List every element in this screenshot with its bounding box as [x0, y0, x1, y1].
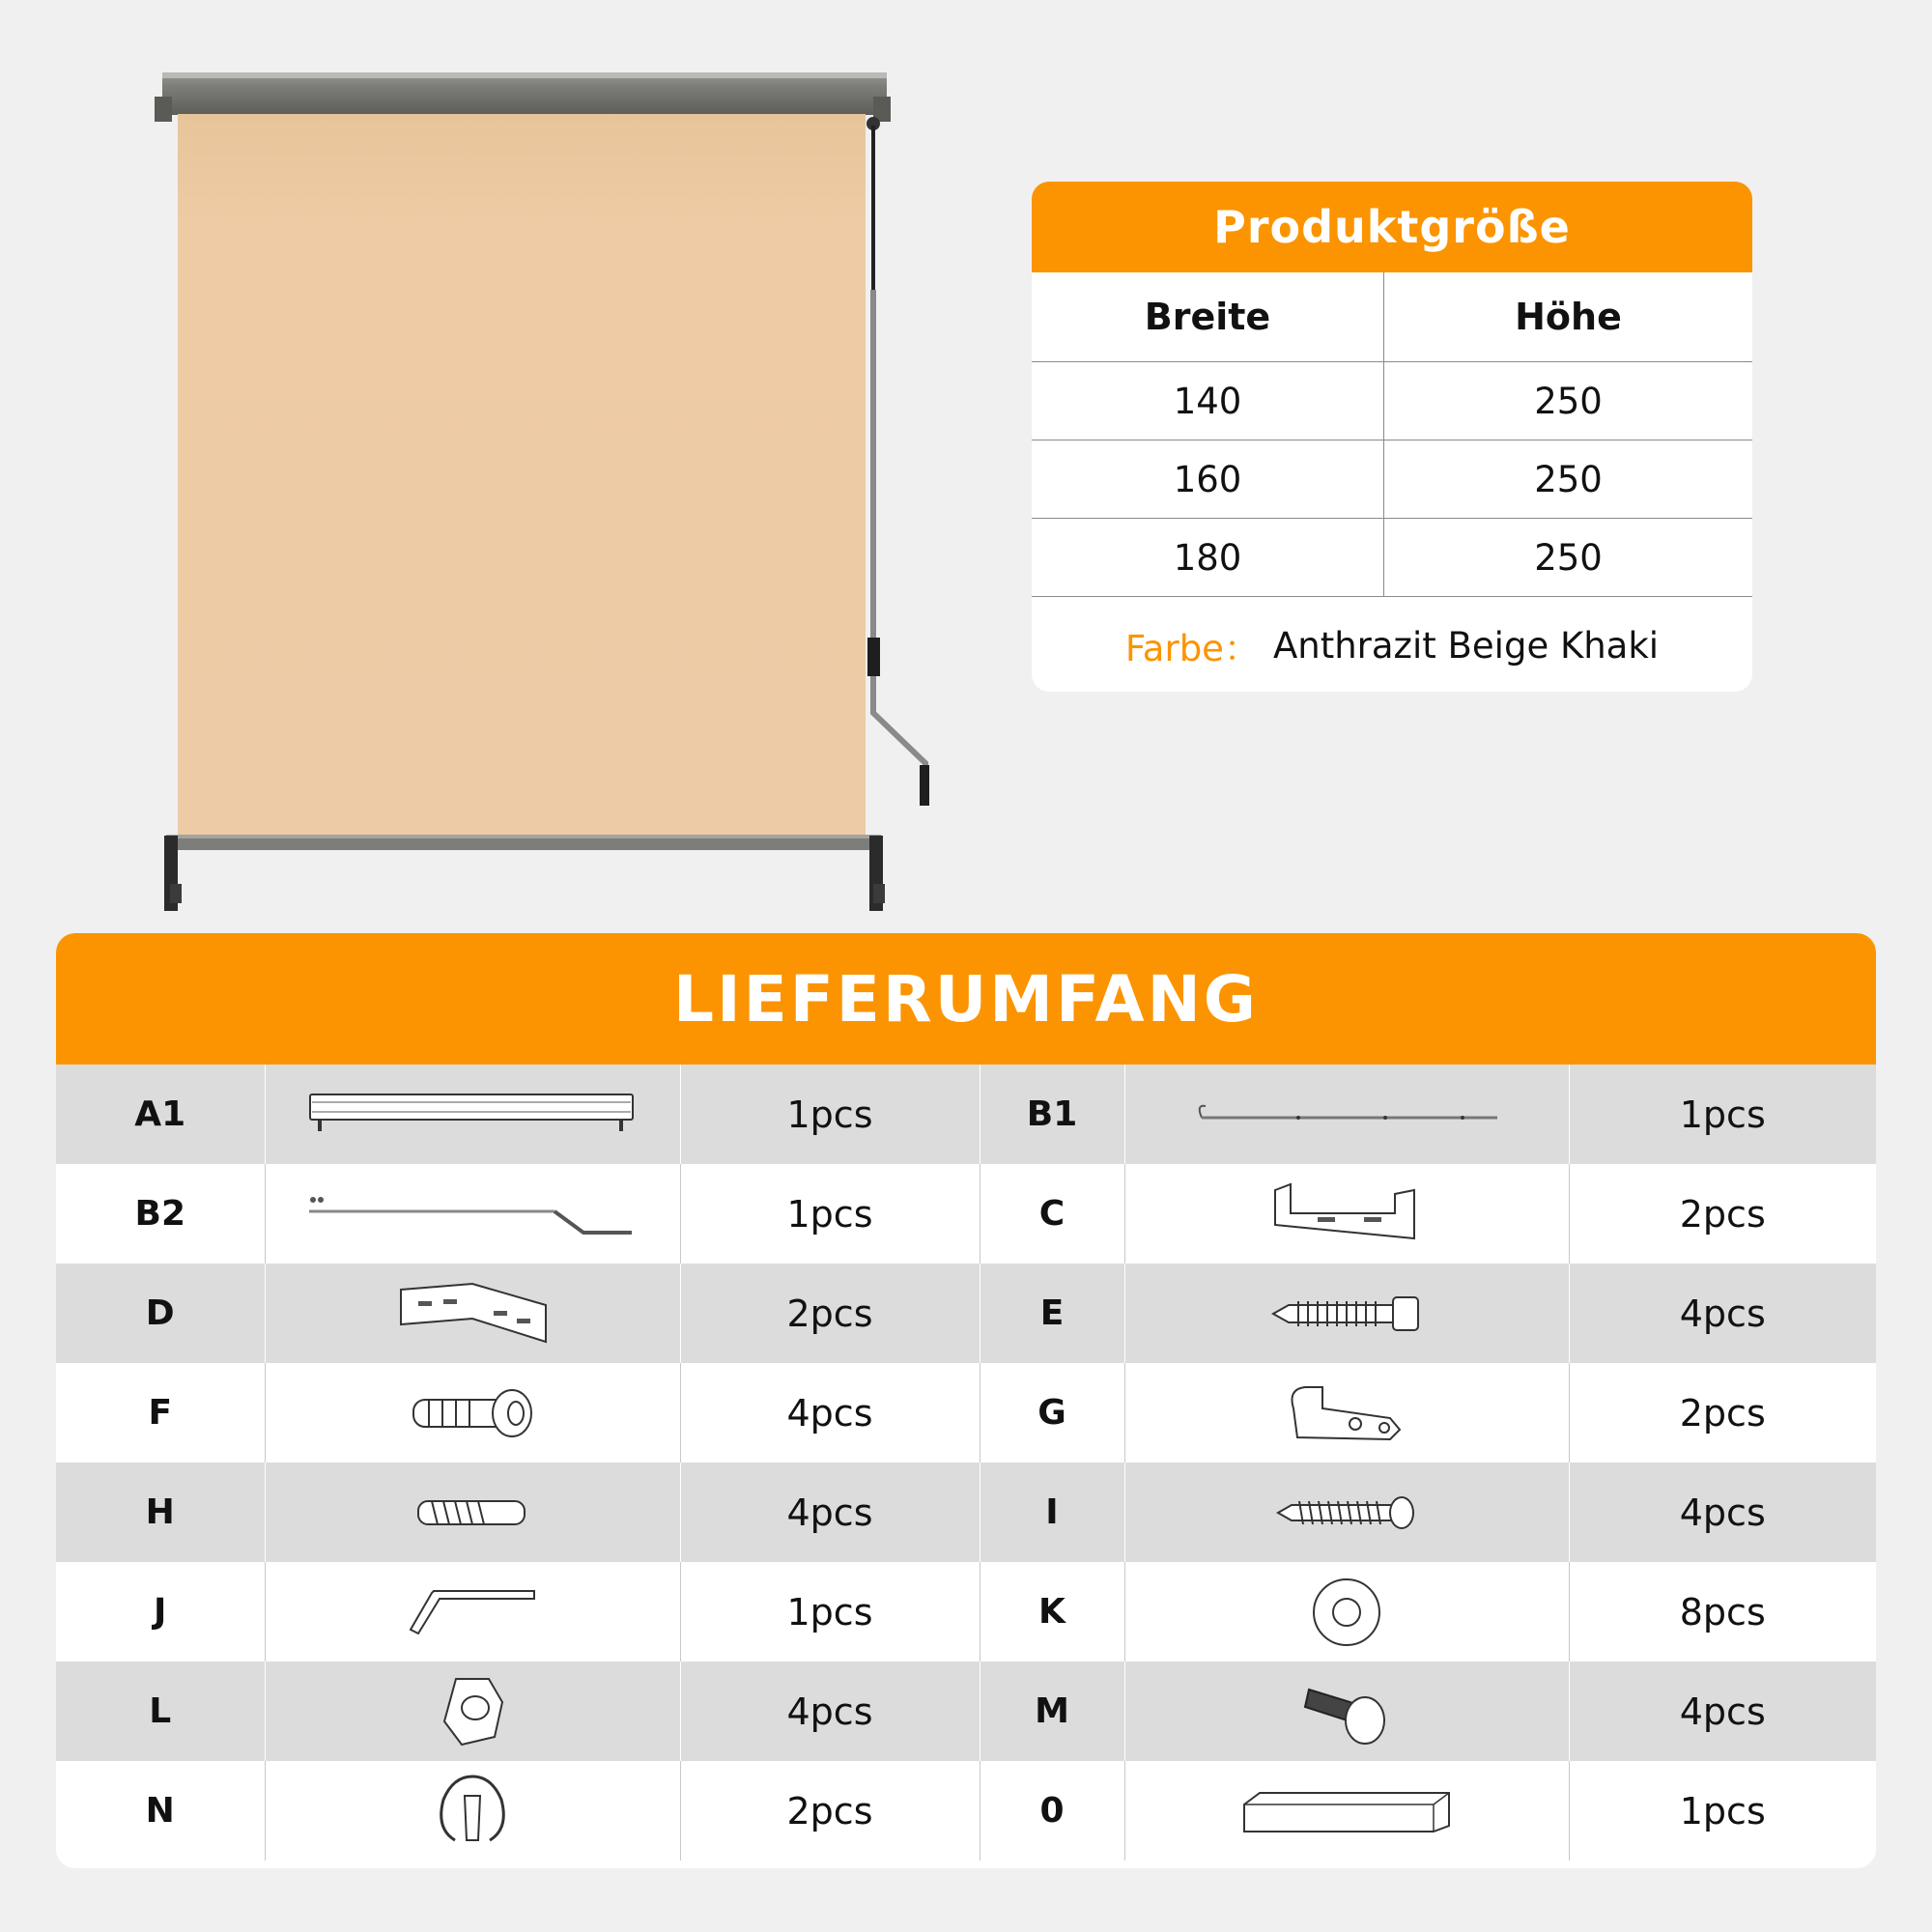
- part-letter: C: [980, 1164, 1124, 1264]
- part-letter: G: [980, 1363, 1124, 1463]
- size-table-header: [1032, 272, 1752, 362]
- wood-screw-icon: [1124, 1463, 1569, 1562]
- part-letter: N: [56, 1761, 265, 1861]
- product-size-card: [1032, 182, 1752, 692]
- part-quantity: 1pcs: [680, 1562, 980, 1662]
- height-column-header: Höhe: [1384, 272, 1753, 362]
- width-value: 140: [1032, 362, 1384, 440]
- color-values: Anthrazit Beige Khaki: [1272, 624, 1660, 667]
- height-value: 250: [1384, 440, 1753, 519]
- size-table: [1032, 272, 1752, 597]
- part-letter: J: [56, 1562, 265, 1662]
- part-quantity: 2pcs: [680, 1761, 980, 1861]
- part-letter: F: [56, 1363, 265, 1463]
- height-value: 250: [1384, 362, 1753, 440]
- part-quantity: 1pcs: [1569, 1065, 1876, 1164]
- width-value: 160: [1032, 440, 1384, 519]
- part-letter: B2: [56, 1164, 265, 1264]
- size-table-row: [1032, 519, 1752, 597]
- width-value: 180: [1032, 519, 1384, 597]
- crank-handle-icon: [265, 1164, 680, 1264]
- part-quantity: 2pcs: [1569, 1363, 1876, 1463]
- table-row: [56, 1662, 1876, 1761]
- small-wall-plug-icon: [265, 1463, 680, 1562]
- part-letter: M: [980, 1662, 1124, 1761]
- part-quantity: 4pcs: [1569, 1264, 1876, 1363]
- part-quantity: 4pcs: [1569, 1662, 1876, 1761]
- part-letter: B1: [980, 1065, 1124, 1164]
- table-row: [56, 1463, 1876, 1562]
- roller-blind-illustration: [155, 68, 966, 918]
- washer-icon: [1124, 1562, 1569, 1662]
- part-letter: K: [980, 1562, 1124, 1662]
- part-quantity: 8pcs: [1569, 1562, 1876, 1662]
- hex-screw-icon: [1124, 1264, 1569, 1363]
- part-quantity: 4pcs: [680, 1662, 980, 1761]
- part-quantity: 1pcs: [1569, 1761, 1876, 1861]
- hook-rod-icon: [1124, 1065, 1569, 1164]
- part-quantity: 2pcs: [1569, 1164, 1876, 1264]
- part-letter: D: [56, 1264, 265, 1363]
- part-letter: L: [56, 1662, 265, 1761]
- hex-nut-icon: [265, 1662, 680, 1761]
- part-letter: H: [56, 1463, 265, 1562]
- size-table-row: [1032, 440, 1752, 519]
- delivery-scope-panel: [56, 933, 1876, 1868]
- table-row: [56, 1264, 1876, 1363]
- table-row: [56, 1164, 1876, 1264]
- cassette-rail-icon: [265, 1065, 680, 1164]
- bolt-icon: [1124, 1662, 1569, 1761]
- part-letter: 0: [980, 1761, 1124, 1861]
- color-label: Farbe：: [1124, 628, 1260, 669]
- table-row: [56, 1562, 1876, 1662]
- angle-bracket-icon: [265, 1264, 680, 1363]
- part-quantity: 4pcs: [680, 1363, 980, 1463]
- part-letter: I: [980, 1463, 1124, 1562]
- table-row: [56, 1363, 1876, 1463]
- table-row: [56, 1065, 1876, 1164]
- part-quantity: 4pcs: [680, 1463, 980, 1562]
- color-row: [1032, 597, 1752, 692]
- clip-icon: [265, 1761, 680, 1861]
- mounting-bracket-icon: [1124, 1164, 1569, 1264]
- allen-key-icon: [265, 1562, 680, 1662]
- wall-plug-icon: [265, 1363, 680, 1463]
- roller-blind-image: [155, 68, 966, 918]
- end-cap-bar-icon: [1124, 1761, 1569, 1861]
- part-letter: E: [980, 1264, 1124, 1363]
- width-column-header: Breite: [1032, 272, 1384, 362]
- part-letter: A1: [56, 1065, 265, 1164]
- delivery-scope-title: LIEFERUMFANG: [56, 933, 1876, 1065]
- part-quantity: 2pcs: [680, 1264, 980, 1363]
- size-card-title: Produktgröße: [1032, 182, 1752, 272]
- table-row: [56, 1761, 1876, 1861]
- part-quantity: 4pcs: [1569, 1463, 1876, 1562]
- height-value: 250: [1384, 519, 1753, 597]
- size-table-row: [1032, 362, 1752, 440]
- part-quantity: 1pcs: [680, 1065, 980, 1164]
- part-quantity: 1pcs: [680, 1164, 980, 1264]
- parts-table: [56, 1065, 1876, 1861]
- hook-holder-icon: [1124, 1363, 1569, 1463]
